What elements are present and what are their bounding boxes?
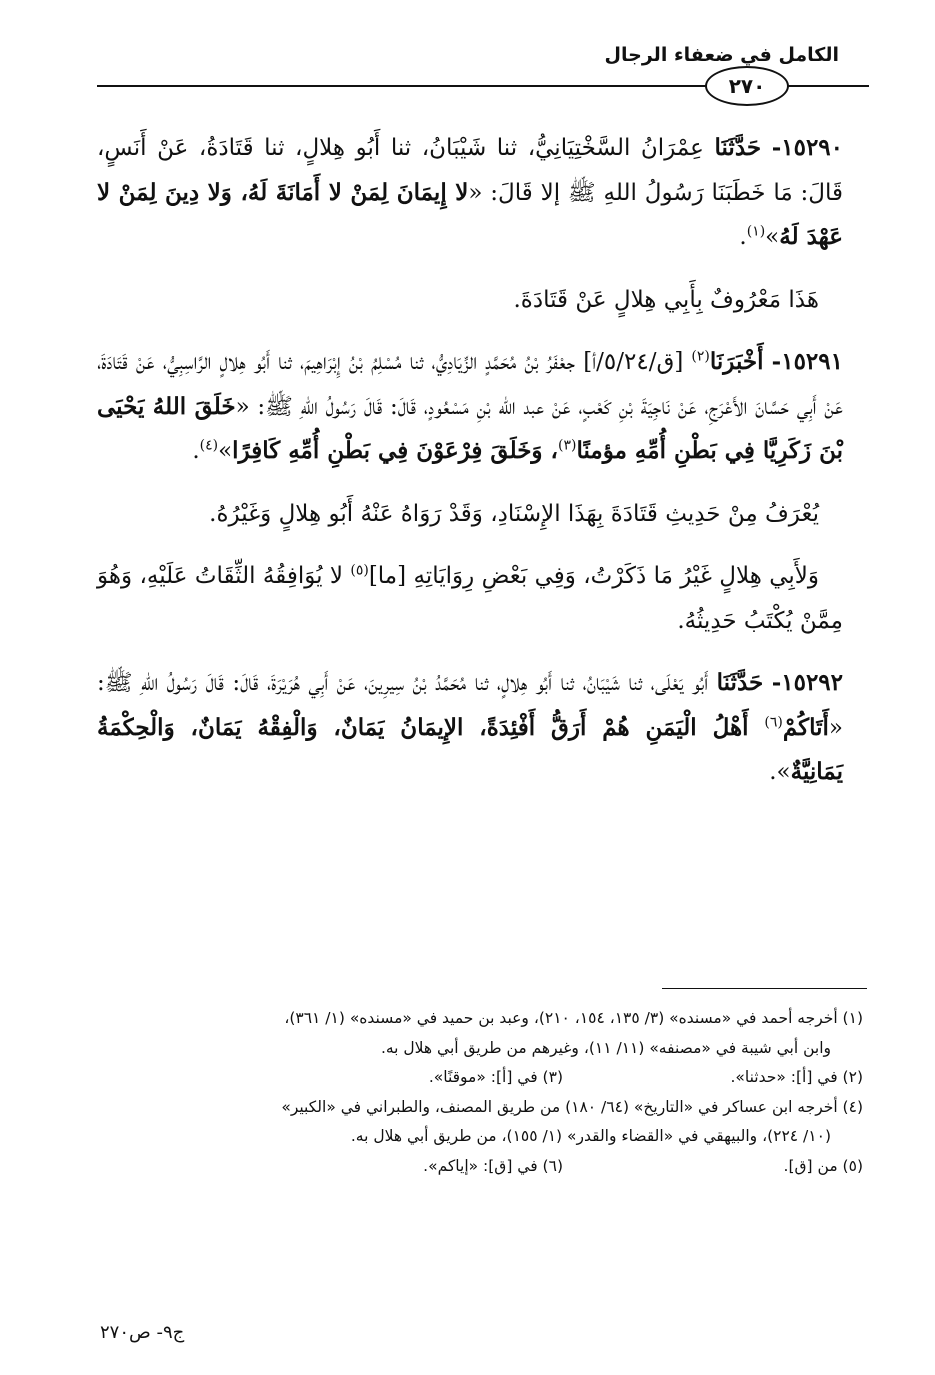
footnote-ref: (٢) bbox=[691, 348, 710, 365]
running-title: الكامل في ضعفاء الرجال bbox=[604, 44, 839, 66]
main-text bbox=[97, 126, 843, 795]
hadith-matn: أَهْلُ الْيَمَنِ هُمْ أَرَقُّ أَفْئِدَةً، الإِيمَانُ يَمَانٌ، وَالْفِقْهُ يَمَانٌ، وَالْحِكْمَةُ يَمَانِيَّةٌ bbox=[97, 713, 843, 785]
footnote-ref: (٥) bbox=[350, 562, 369, 579]
comment-text: هَذَا مَعْرُوفٌ بِأَبِي هِلالٍ عَنْ قَتَادَةَ. bbox=[513, 286, 819, 313]
hadith-matn: أَتَاكُمْ bbox=[782, 713, 829, 741]
sentence-end: . bbox=[769, 759, 777, 785]
quote-close: » bbox=[765, 224, 780, 250]
footnote-1: (١) أخرجه أحمد في «مسنده» (٣/ ١٣٥، ١٥٤، ٢١٠)، وعبد بن حميد في «مسنده» (١/ ٣٦١)، bbox=[284, 1009, 863, 1027]
quote-close: » bbox=[776, 759, 791, 785]
footnote-ref: (٤) bbox=[199, 437, 219, 454]
page-footer: ج٩- ص٢٧٠ bbox=[100, 1322, 185, 1343]
footnote-3: (٣) في [أ]: «موقنًا». bbox=[428, 1068, 563, 1086]
footnote-4: (٤) أخرجه ابن عساكر في «التاريخ» (٦٤/ ١٨٠) من طريق المصنف، والطبراني في «الكبير» bbox=[281, 1097, 863, 1116]
comment-text: وَلأَبِي هِلالٍ غَيْرُ مَا ذَكَرْتُ، وَفِي بَعْضِ رِوَايَاتِهِ [ما] bbox=[368, 563, 819, 589]
footnote-ref: (٦) bbox=[764, 713, 783, 730]
footnote-4-cont: (١٠/ ٢٢٤)، والبيهقي في «القضاء والقدر» (١/ ١٥٥)، من طريق أبي هلال به. bbox=[350, 1127, 831, 1145]
hadith-matn: لا إِيمَانَ لِمَنْ لا أَمَانَةَ لَهُ، وَلا دِينَ لِمَنْ لا عَهْدَ لَهُ bbox=[97, 178, 843, 250]
sentence-end: . bbox=[739, 224, 747, 250]
author-comment bbox=[97, 278, 843, 323]
page-number: ٢٧٠ bbox=[728, 74, 766, 98]
entry-number: ١٥٢٩٢- bbox=[771, 669, 844, 696]
entry-number: ١٥٢٩٠- bbox=[771, 134, 844, 161]
hadith-matn: ، وَخَلَقَ فِرْعَوْنَ فِي بَطْنِ أُمِّهِ كَافِرًا bbox=[232, 437, 558, 464]
isnad-text: [ق/٥/٢٤/أ] جعْفَرُ بْنُ مُحَمَّدٍ الزِّيَادِيُّ، ثنا مُسْلِمُ بْنُ إِبْرَاهِيمَ، ثنا أَبُو هِلالٍ الرَّاسِبِيُّ، عَنْ قَتَادَةَ، عَنْ أَبِي حَسَّانَ الأَعْرَجِ، عَنْ نَاجِيَةَ بْنِ كَعْبٍ، عَنْ عبد الله بْنِ مَسْعُودٍ، قَالَ: قَالَ رَسُولُ اللهِ ﷺ: « bbox=[97, 349, 843, 420]
isnad-text: أَبُو يَعْلَى، ثنا شَيْبَانُ، ثنا أَبُو هِلالٍ، ثنا مُحَمَّدُ بْنُ سِيرِينَ، عَنْ أَبِي هُرَيْرَةَ، قَالَ: قَالَ رَسُولُ اللهِ ﷺ: « bbox=[97, 670, 843, 741]
footnote-6: (٦) في [ق]: «إياكم». bbox=[423, 1156, 563, 1175]
page-number-oval bbox=[705, 66, 789, 106]
hadith-matn: خَلَقَ اللهُ يَحْيَى بْنَ زَكَرِيَّا فِي بَطْنِ أُمِّهِ مؤمنًا bbox=[97, 392, 843, 464]
isnad-text: عِمْرَانُ السَّخْتِيَانِيُّ، ثنا شَيْبَانُ، ثنا أَبُو هِلالٍ، ثنا قَتَادَةُ، عَنْ أَنَسٍ، قَالَ: مَا خَطَبَنَا رَسُولُ اللهِ ﷺ إلا قَالَ: « bbox=[97, 135, 843, 206]
transmission-keyword: حَدَّثَنَا bbox=[714, 134, 762, 161]
footnote-2: (٢) في [أ]: «حدثنا». bbox=[730, 1068, 863, 1086]
sentence-end: . bbox=[192, 438, 200, 464]
footnote-row bbox=[73, 1063, 863, 1093]
quote-close: » bbox=[218, 438, 233, 464]
footnote-rule bbox=[662, 988, 867, 989]
author-comment bbox=[97, 554, 843, 643]
comment-text: يُعْرَفُ مِنْ حَدِيثِ قَتَادَةَ بِهَذَا الإِسْنَادِ، وَقَدْ رَوَاهُ عَنْهُ أَبُو هِلالٍ وَغَيْرُهُ. bbox=[209, 500, 819, 527]
hadith-entry-15291 bbox=[97, 340, 843, 474]
transmission-keyword: أَخْبَرَنَا bbox=[709, 348, 764, 375]
footnote-5: (٥) من [ق]. bbox=[783, 1156, 863, 1175]
entry-number: ١٥٢٩١- bbox=[771, 348, 843, 375]
footnote-row bbox=[73, 1152, 863, 1182]
comment-text: لا يُوَافِقُهُ الثِّقَاتُ عَلَيْهِ، وَهُوَ مِمَّنْ يُكْتَبُ حَدِيثُهُ. bbox=[97, 563, 843, 634]
author-comment bbox=[97, 492, 843, 537]
transmission-keyword: حَدَّثَنَا bbox=[716, 669, 764, 696]
footnote-ref: (٣) bbox=[557, 437, 577, 454]
hadith-entry-15290 bbox=[97, 126, 843, 260]
hadith-entry-15292 bbox=[97, 661, 843, 795]
footnotes bbox=[73, 1004, 863, 1181]
footnote-ref: (١) bbox=[746, 223, 766, 240]
footnote-1-cont: وابن أبي شيبة في «مصنفه» (١١/ ١١)، وغيرهم من طريق أبي هلال به. bbox=[380, 1038, 831, 1057]
